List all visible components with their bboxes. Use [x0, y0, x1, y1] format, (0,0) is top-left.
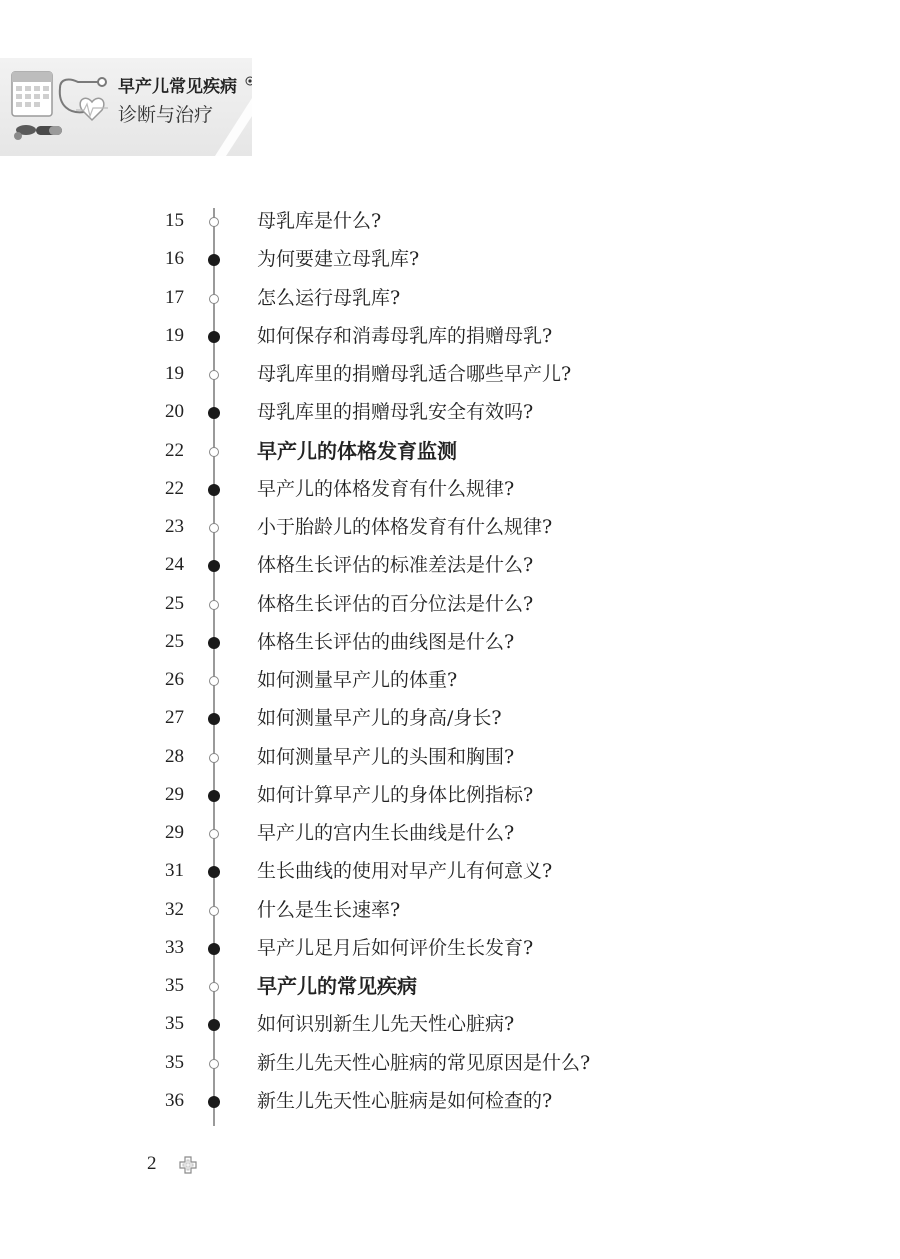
toc-entry[interactable]: [0, 355, 900, 393]
open-circle-icon: [209, 600, 219, 610]
medical-cross-outline-icon: [178, 1155, 198, 1175]
toc-entry[interactable]: [0, 1082, 900, 1120]
toc-page-number: 35: [165, 1051, 184, 1073]
toc-page-number: 22: [165, 439, 184, 461]
toc-entry[interactable]: [0, 623, 900, 661]
toc-entry-title: 早产儿的常见疾病: [257, 974, 417, 998]
toc-entry-title: 如何识别新生儿先天性心脏病?: [257, 1013, 515, 1036]
toc-page-number: 35: [165, 1013, 184, 1035]
toc-entry-title: 母乳库里的捐赠母乳适合哪些早产儿?: [257, 363, 572, 385]
toc-entry-title: 体格生长评估的曲线图是什么?: [257, 630, 515, 653]
toc-entry-title: 早产儿足月后如何评价生长发育?: [257, 936, 534, 959]
toc-page-number: 24: [165, 554, 184, 576]
filled-dot-icon: [208, 484, 220, 496]
toc-page-number: 27: [165, 707, 184, 729]
open-circle-icon: [209, 217, 219, 227]
toc-entry-title: 什么是生长速率?: [257, 898, 401, 921]
toc-entry[interactable]: [0, 929, 900, 967]
toc-entry-title: 新生儿先天性心脏病是如何检查的?: [257, 1089, 553, 1112]
open-circle-icon: [209, 370, 219, 380]
filled-dot-icon: [208, 254, 220, 266]
toc-entry-title: 如何测量早产儿的身高/身长?: [257, 707, 502, 730]
toc-entry-title: 母乳库里的捐赠母乳安全有效吗?: [257, 401, 534, 424]
toc-entry[interactable]: [0, 508, 900, 546]
toc-page-number: 23: [165, 516, 184, 537]
toc-section-heading[interactable]: [0, 432, 900, 470]
open-circle-icon: [209, 523, 219, 533]
open-circle-icon: [209, 1059, 219, 1069]
filled-dot-icon: [208, 407, 220, 419]
toc-section-heading[interactable]: [0, 967, 900, 1005]
toc-page-number: 28: [165, 745, 184, 767]
filled-dot-icon: [208, 790, 220, 802]
open-circle-icon: [209, 294, 219, 304]
toc-page-number: 25: [165, 630, 184, 652]
toc-entry[interactable]: [0, 546, 900, 584]
toc-entry-title: 如何计算早产儿的身体比例指标?: [257, 783, 534, 806]
toc-entry[interactable]: [0, 661, 900, 699]
filled-dot-icon: [208, 560, 220, 572]
toc-page-number: 15: [165, 210, 184, 231]
open-circle-icon: [209, 906, 219, 916]
toc-entry-title: 为何要建立母乳库?: [257, 248, 420, 271]
toc-entry[interactable]: [0, 317, 900, 355]
toc-entry[interactable]: [0, 738, 900, 776]
filled-dot-icon: [208, 637, 220, 649]
toc-entry[interactable]: [0, 1005, 900, 1043]
toc-page-number: 35: [165, 975, 184, 996]
filled-dot-icon: [208, 943, 220, 955]
open-circle-icon: [209, 829, 219, 839]
circle-dot-icon: [245, 76, 252, 86]
open-circle-icon: [209, 982, 219, 992]
toc-page-number: 19: [165, 324, 184, 346]
toc-entry[interactable]: [0, 279, 900, 317]
open-circle-icon: [209, 447, 219, 457]
filled-dot-icon: [208, 331, 220, 343]
toc-entry[interactable]: [0, 699, 900, 737]
toc-entry[interactable]: [0, 585, 900, 623]
toc-page-number: 22: [165, 477, 184, 499]
book-title: [118, 72, 252, 97]
toc-entry[interactable]: [0, 393, 900, 431]
toc-entry-title: 如何测量早产儿的头围和胸围?: [257, 745, 515, 768]
header-banner: [0, 58, 252, 156]
toc-page-number: 25: [165, 592, 184, 614]
toc-page-number: 32: [165, 898, 184, 920]
toc-entry-title: 体格生长评估的百分位法是什么?: [257, 592, 534, 615]
toc-entry-title: 早产儿的体格发育有什么规律?: [257, 477, 515, 500]
book-title-text: 早产儿常见疾病: [118, 77, 237, 97]
toc-entry-title: 怎么运行母乳库?: [257, 286, 401, 309]
toc-page-number: 17: [165, 286, 184, 308]
toc-entry[interactable]: [0, 240, 900, 278]
filled-dot-icon: [208, 713, 220, 725]
toc-page-number: 31: [165, 860, 184, 882]
toc-page-number: 36: [165, 1089, 184, 1111]
toc-entry[interactable]: [0, 1044, 900, 1082]
open-circle-icon: [209, 753, 219, 763]
toc-page-number: 26: [165, 669, 184, 690]
toc-entry-title: 如何保存和消毒母乳库的捐赠母乳?: [257, 324, 553, 347]
toc-entry-title: 如何测量早产儿的体重?: [257, 669, 458, 691]
toc-entry[interactable]: [0, 852, 900, 890]
toc-page-number: 29: [165, 783, 184, 805]
toc-page-number: 19: [165, 363, 184, 384]
toc-entry-title: 母乳库是什么?: [257, 210, 382, 232]
open-circle-icon: [209, 676, 219, 686]
filled-dot-icon: [208, 1096, 220, 1108]
toc-page-number: 29: [165, 822, 184, 843]
toc-page-number: 20: [165, 401, 184, 423]
toc-entry-title: 体格生长评估的标准差法是什么?: [257, 554, 534, 577]
toc-page-number: 16: [165, 248, 184, 270]
toc-entry-title: 生长曲线的使用对早产儿有何意义?: [257, 860, 553, 883]
toc-entry[interactable]: [0, 202, 900, 240]
filled-dot-icon: [208, 866, 220, 878]
toc-entry[interactable]: [0, 814, 900, 852]
toc-page-number: 33: [165, 936, 184, 958]
toc-entry[interactable]: [0, 470, 900, 508]
toc-entry[interactable]: [0, 891, 900, 929]
filled-dot-icon: [208, 1019, 220, 1031]
page-number: 2: [147, 1153, 157, 1174]
toc-entry[interactable]: [0, 776, 900, 814]
toc-entry-title: 早产儿的宫内生长曲线是什么?: [257, 822, 515, 844]
toc-entry-title: 小于胎龄儿的体格发育有什么规律?: [257, 516, 553, 538]
toc-entry-title: 早产儿的体格发育监测: [257, 438, 457, 463]
toc-entry-title: 新生儿先天性心脏病的常见原因是什么?: [257, 1051, 591, 1074]
book-subtitle: 诊断与治疗: [118, 104, 214, 126]
